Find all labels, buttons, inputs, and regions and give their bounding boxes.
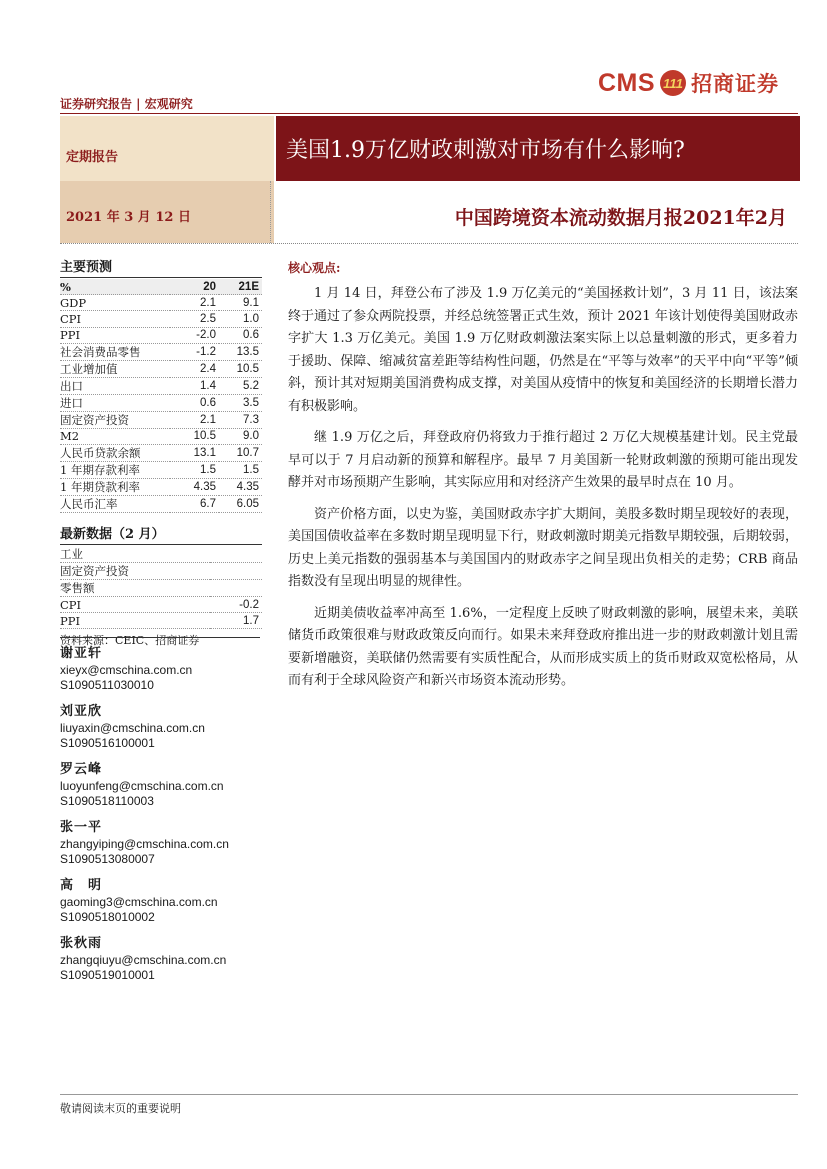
indicator-value: 0.6	[219, 327, 262, 343]
footer-divider	[60, 1094, 798, 1095]
table-row	[60, 377, 262, 394]
indicator-label: 工业增加值	[60, 360, 170, 377]
author-name: 谢亚轩	[60, 646, 103, 661]
author-name: 罗云峰	[60, 762, 103, 777]
indicator-label: 人民币汇率	[60, 495, 170, 512]
data-source: 资料来源：CEIC、招商证券	[60, 634, 200, 648]
indicator-value: 3.5	[219, 394, 262, 411]
table-row	[60, 478, 262, 495]
body-paragraph: 资产价格方面，以史为鉴，美国财政赤字扩大期间，美股多数时期呈现较好的表现，美国国债收益率在多数时期呈现明显下行，财政刺激时期美元指数早期较强，后期较弱，历史上美元指数的强弱基本与美国国内的财政赤字之间呈现出负相关的走势；CRB 商品指数没有呈现出明显的规律性。	[288, 506, 798, 589]
indicator-value: 5.2	[219, 377, 262, 394]
indicator-label: 1 年期存款利率	[60, 461, 170, 478]
indicator-value: 10.5	[170, 428, 219, 444]
table-row	[60, 394, 262, 411]
indicator-label: 固定资产投资	[60, 411, 170, 428]
table-row	[60, 444, 262, 461]
indicator-value	[210, 546, 262, 563]
author-license: S1090516100001	[60, 736, 155, 750]
author-name: 张秋雨	[60, 936, 103, 951]
indicator-label: PPI	[60, 613, 210, 629]
author-email[interactable]: zhangqiuyu@cmschina.com.cn	[60, 953, 227, 967]
logo-cms-text: CMS	[598, 68, 656, 97]
table-row	[60, 327, 262, 343]
indicator-value: 10.7	[219, 444, 262, 461]
indicator-label: CPI	[60, 596, 210, 612]
indicator-value: 10.5	[219, 360, 262, 377]
table-row	[60, 495, 262, 512]
author-email[interactable]: liuyaxin@cmschina.com.cn	[60, 721, 205, 735]
indicator-value: -0.2	[210, 596, 262, 612]
author-entry	[60, 700, 260, 751]
author-license: S1090511030010	[60, 678, 154, 692]
indicator-value: 2.4	[170, 360, 219, 377]
indicator-label: 工业	[60, 546, 210, 563]
title-divider	[60, 243, 798, 244]
author-email[interactable]: luoyunfeng@cmschina.com.cn	[60, 779, 224, 793]
indicator-label: 固定资产投资	[60, 562, 210, 579]
indicator-value: 1.0	[219, 311, 262, 327]
footer-note: 敬请阅读末页的重要说明	[60, 1102, 181, 1115]
table-row	[60, 311, 262, 327]
indicator-value	[210, 579, 262, 596]
logo-chinese-text: 招商证券	[691, 71, 780, 96]
left-sidebar	[60, 256, 262, 648]
indicator-value: 2.1	[170, 295, 219, 311]
table-row	[60, 343, 262, 360]
table-row	[60, 295, 262, 311]
author-license: S1090518110003	[60, 794, 154, 808]
indicator-value: 2.1	[170, 411, 219, 428]
report-type: 定期报告	[66, 150, 119, 165]
indicator-value: 6.7	[170, 495, 219, 512]
indicator-value: 1.4	[170, 377, 219, 394]
indicator-value: 9.1	[219, 295, 262, 311]
author-name: 张一平	[60, 820, 103, 835]
body-paragraph: 继 1.9 万亿之后，拜登政府仍将致力于推行超过 2 万亿大规模基建计划。民主党最早可以于 7 月启动新的预算和解程序。最早 7 月美国新一轮财政刺激的预期可能出现发酵并对市场预期产生影响，其实际应用和对经济产生效果的最早时点在 10 月。	[288, 430, 798, 490]
indicator-value: 6.05	[219, 495, 262, 512]
indicator-value: 2.5	[170, 311, 219, 327]
header-cell: %	[60, 279, 170, 295]
core-view-body	[288, 283, 798, 702]
table-row	[60, 613, 262, 629]
indicator-value: 0.6	[170, 394, 219, 411]
indicator-label: 出口	[60, 377, 170, 394]
table-header-row	[60, 279, 262, 295]
author-name: 高 明	[60, 878, 103, 893]
author-entry	[60, 874, 260, 925]
indicator-label: 社会消费品零售	[60, 343, 170, 360]
indicator-value: 13.1	[170, 444, 219, 461]
body-paragraph: 近期美债收益率冲高至 1.6%，一定程度上反映了财政刺激的影响，展望未来，美联储货币政策很难与财政政策反向而行。如果未来拜登政府推出进一步的财政刺激计划且需要新增融资，美联储仍然需要有实质性配合，从而形成实质上的货币财政双宽松格局，从而有利于全球风险资产和新兴市场资本流动形势。	[288, 605, 798, 688]
table-row	[60, 546, 262, 563]
table-row	[60, 596, 262, 612]
indicator-value: 13.5	[219, 343, 262, 360]
report-title: 美国1.9万亿财政刺激对市场有什么影响?	[286, 138, 685, 163]
indicator-label: CPI	[60, 311, 170, 327]
forecast-table	[60, 279, 262, 513]
author-license: S1090519010001	[60, 968, 155, 982]
indicator-value: 1.5	[219, 461, 262, 478]
table-row	[60, 411, 262, 428]
report-subtitle: 中国跨境资本流动数据月报2021年2月	[454, 207, 787, 229]
table-row	[60, 360, 262, 377]
indicator-value: 1.5	[170, 461, 219, 478]
author-entry	[60, 758, 260, 809]
indicator-value: 4.35	[170, 478, 219, 495]
author-email[interactable]: xieyx@cmschina.com.cn	[60, 663, 193, 677]
table-row	[60, 428, 262, 444]
author-entry	[60, 642, 260, 693]
author-entry	[60, 816, 260, 867]
company-logo	[598, 66, 779, 100]
table-row	[60, 562, 262, 579]
author-license: S1090518010002	[60, 910, 155, 924]
author-entry	[60, 932, 260, 983]
header-divider	[60, 113, 798, 114]
indicator-label: 1 年期贷款利率	[60, 478, 170, 495]
author-email[interactable]: zhangyiping@cmschina.com.cn	[60, 837, 229, 851]
latest-data-title: 最新数据（2 月）	[60, 523, 262, 545]
indicator-value: 1.7	[210, 613, 262, 629]
report-date: 2021 年 3 月 12 日	[66, 210, 191, 225]
indicator-value: 4.35	[219, 478, 262, 495]
indicator-label: PPI	[60, 327, 170, 343]
logo-mark-icon: 111	[660, 70, 686, 96]
indicator-label: 零售额	[60, 579, 210, 596]
author-list	[60, 637, 260, 990]
indicator-label: M2	[60, 428, 170, 444]
indicator-value: 9.0	[219, 428, 262, 444]
header-cell: 21E	[219, 279, 262, 295]
indicator-label: 进口	[60, 394, 170, 411]
breadcrumb: 证券研究报告 | 宏观研究	[60, 97, 193, 111]
indicator-value: 7.3	[219, 411, 262, 428]
indicator-value: -1.2	[170, 343, 219, 360]
forecast-title: 主要预测	[60, 256, 262, 278]
author-name: 刘亚欣	[60, 704, 103, 719]
table-row	[60, 461, 262, 478]
vertical-divider	[270, 181, 271, 243]
indicator-label: GDP	[60, 295, 170, 311]
latest-data-table	[60, 546, 262, 629]
table-row	[60, 579, 262, 596]
header-cell: 20	[170, 279, 219, 295]
indicator-label: 人民币贷款余额	[60, 444, 170, 461]
indicator-value	[210, 562, 262, 579]
core-view-title: 核心观点:	[288, 261, 341, 275]
author-license: S1090513080007	[60, 852, 155, 866]
body-paragraph: 1 月 14 日，拜登公布了涉及 1.9 万亿美元的“美国拯救计划”，3 月 11 日，该法案终于通过了参众两院投票，并经总统签署正式生效，预计 2021 年该计划使得美国财政赤字扩大 1.3 万亿美元。美国 1.9 万亿财政刺激法案实际上以总量刺激的形式，更多着力于援助、保障、缩减贫富差距等结构性问题，仍然是在“平等与效率”的天平中向“平等”倾斜，预计其对短期美国消费构成支撑，对美国从疫情中的恢复和美国经济的长期增长潜力有积极影响。	[288, 286, 798, 414]
author-email[interactable]: gaoming3@cmschina.com.cn	[60, 895, 218, 909]
indicator-value: -2.0	[170, 327, 219, 343]
